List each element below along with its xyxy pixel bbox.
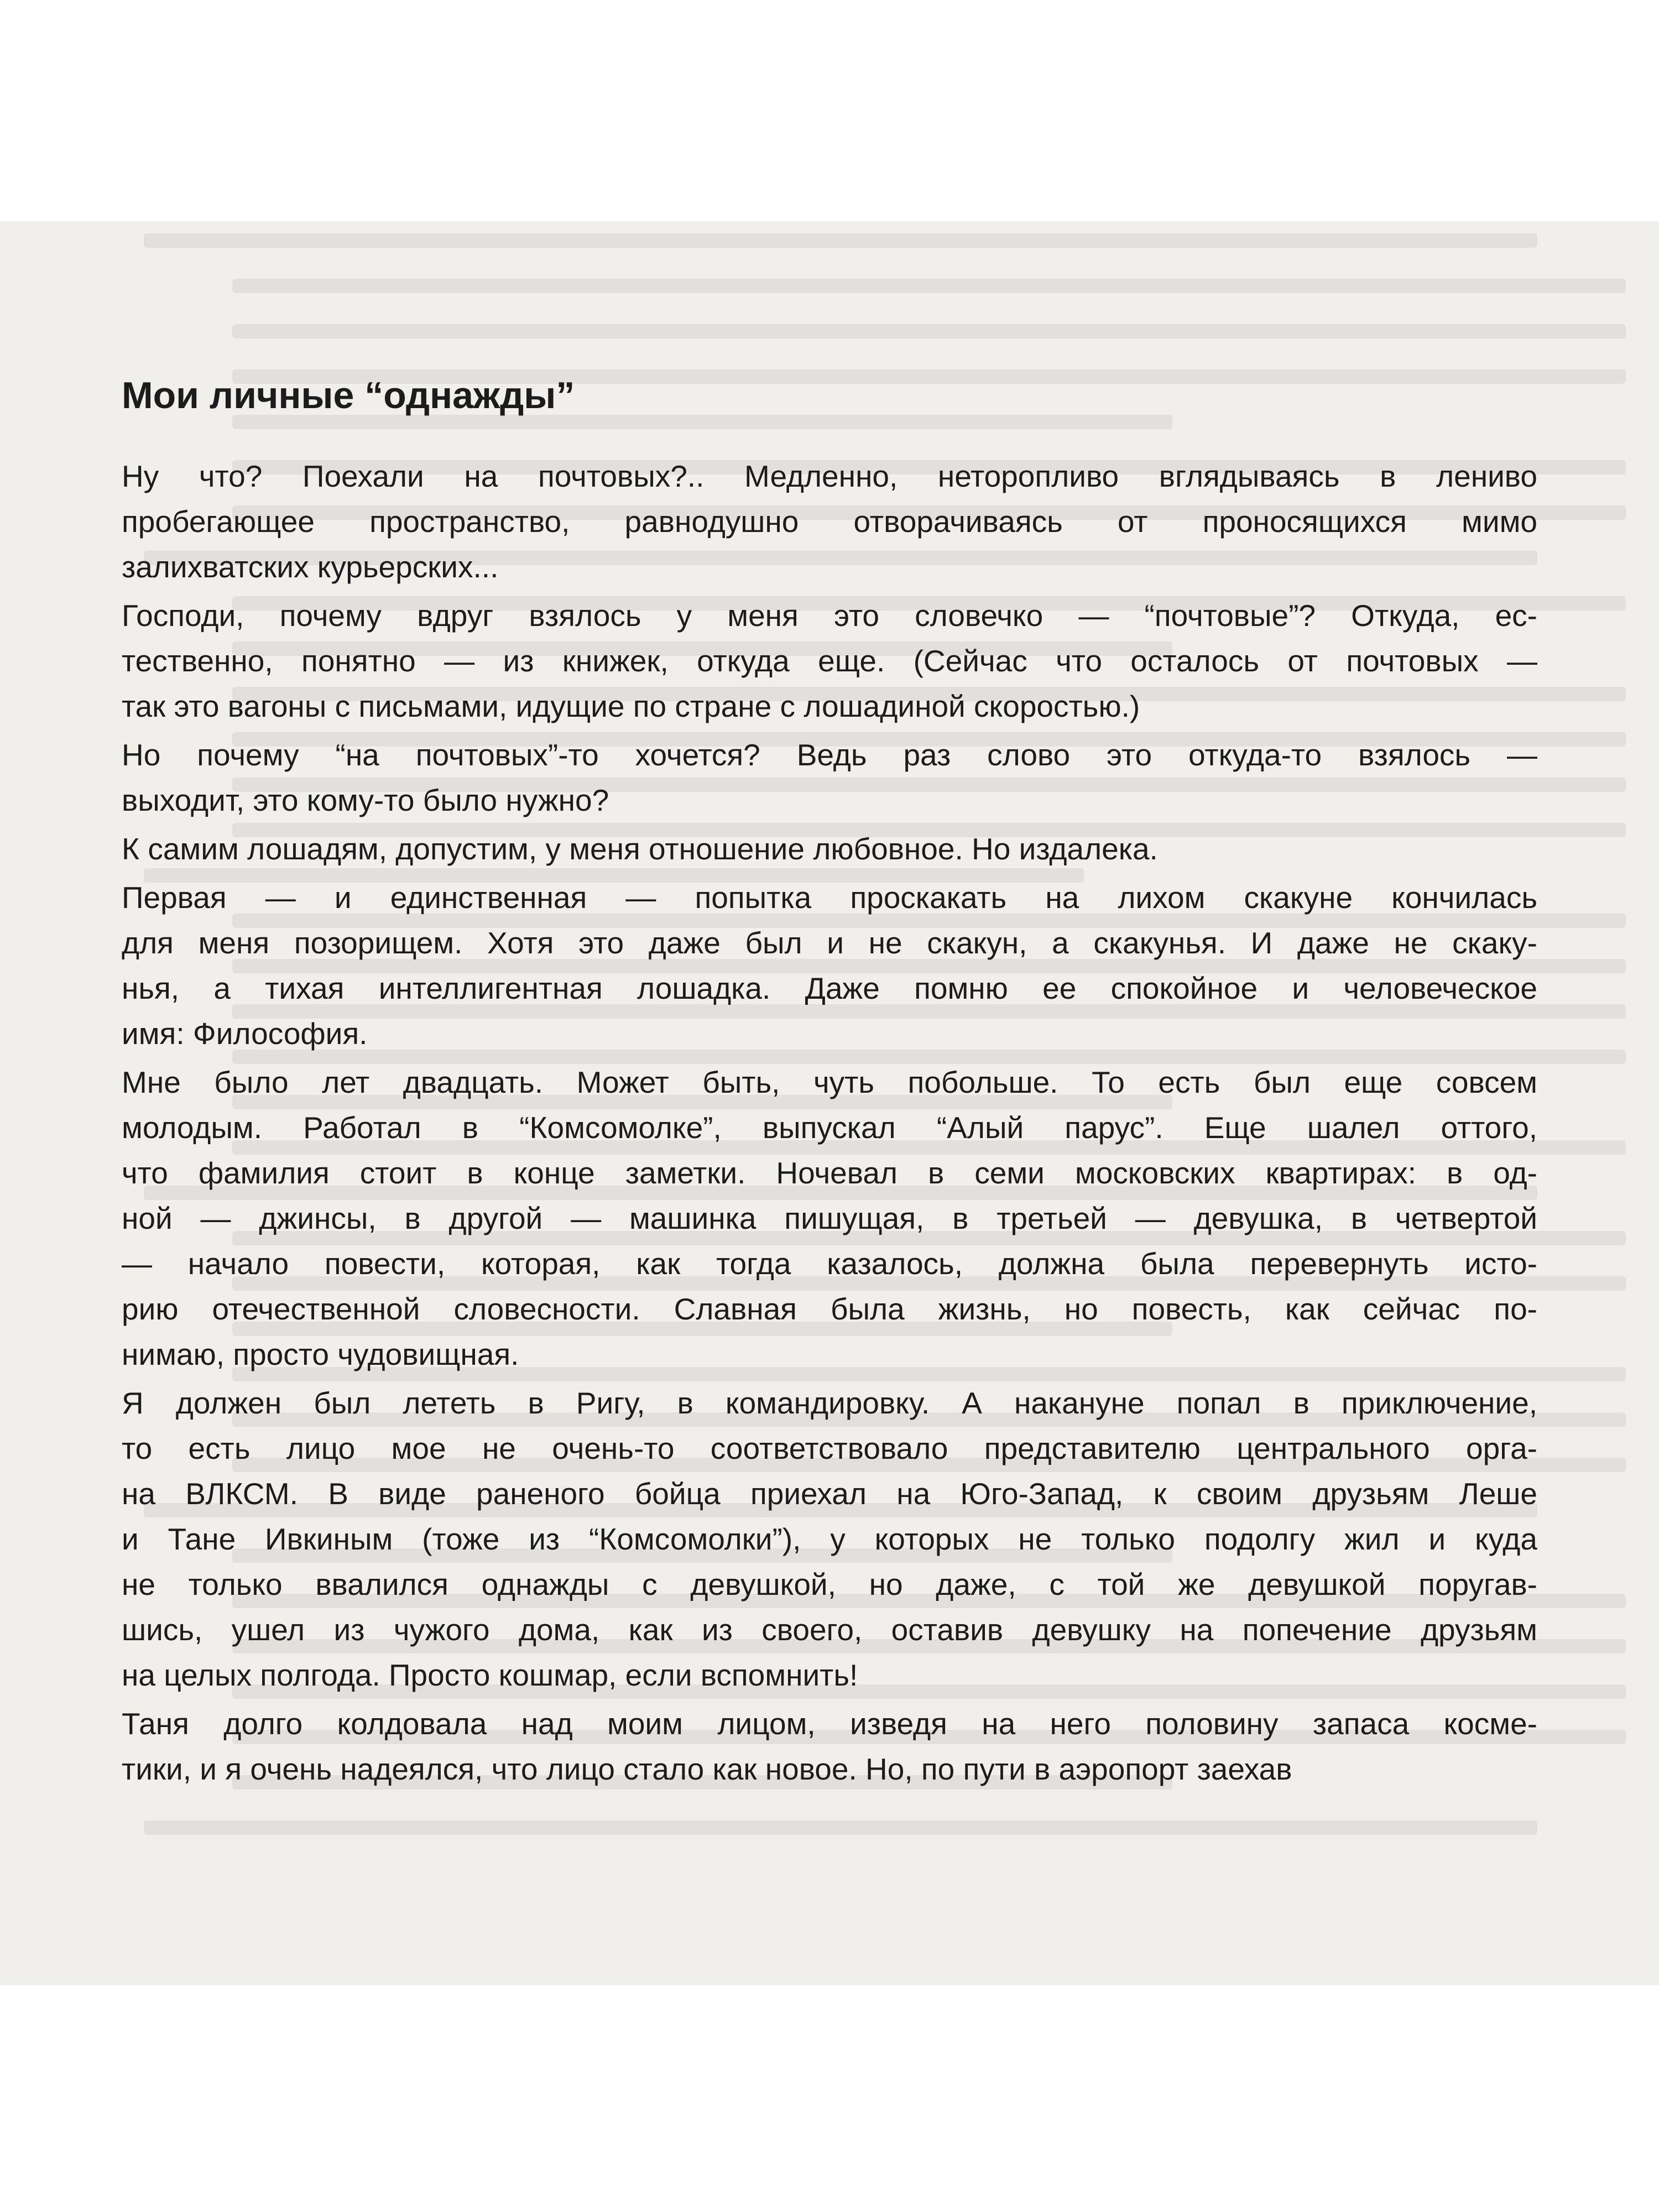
text-line: нья, а тихая интеллигентная лошадка. Даже помню ее спокойное и человеческое — [122, 971, 1537, 1005]
text-line: тественно, понятно — из книжек, откуда еще. (Сейчас что осталось от почтовых — — [122, 644, 1537, 678]
text-line: имя: Философия. — [122, 1016, 368, 1051]
bleed-through-line — [144, 233, 1537, 248]
text-line: ной — джинсы, в другой — машинка пишущая, в третьей — девушка, в четвертой — [122, 1201, 1537, 1235]
text-line: Первая — и единственная — попытка проскакать на лихом скакуне кончилась — [122, 880, 1537, 915]
text-line: Таня долго колдовала над моим лицом, изведя на него половину запаса косме- — [122, 1707, 1537, 1741]
text-line: для меня позорищем. Хотя это даже был и не скакун, а скакунья. И даже не скаку- — [122, 926, 1537, 960]
paragraph — [122, 826, 1537, 872]
text-line: нимаю, просто чудовищная. — [122, 1337, 519, 1371]
text-line: что фамилия стоит в конце заметки. Ночевал в семи московских квартирах: в од- — [122, 1156, 1537, 1190]
text-line: шись, ушел из чужого дома, как из своего, оставив девушку на попечение друзьям — [122, 1613, 1537, 1647]
text-line: Господи, почему вдруг взялось у меня это словечко — “почтовые”? Откуда, ес- — [122, 598, 1537, 633]
paragraph — [122, 453, 1537, 589]
text-line: Ну что? Поехали на почтовых?.. Медленно, неторопливо вглядываясь в лениво — [122, 459, 1537, 493]
paragraph — [122, 732, 1537, 823]
bleed-through-line — [144, 1820, 1537, 1835]
paragraph — [122, 1060, 1537, 1377]
paragraph — [122, 1380, 1537, 1698]
book-page — [0, 221, 1659, 1985]
text-line: и Тане Ивкиным (тоже из “Комсомолки”), у которых не только подолгу жил и куда — [122, 1522, 1537, 1556]
text-line: так это вагоны с письмами, идущие по стране с лошадиной скоростью.) — [122, 689, 1140, 723]
text-line: не только ввалился однажды с девушкой, но даже, с той же девушкой поругав- — [122, 1567, 1537, 1601]
text-line: залихватских курьерских... — [122, 550, 499, 584]
body-text — [122, 453, 1537, 1792]
paragraph — [122, 875, 1537, 1056]
text-line: Я должен был лететь в Ригу, в командировку. А накануне попал в приключение, — [122, 1386, 1537, 1420]
text-line: то есть лицо мое не очень-то соответствовало представителю центрального орга- — [122, 1431, 1537, 1465]
bleed-through-line — [232, 279, 1626, 293]
text-line: пробегающее пространство, равнодушно отворачиваясь от проносящихся мимо — [122, 504, 1537, 539]
text-line: молодым. Работал в “Комсомолке”, выпускал “Алый парус”. Еще шалел оттого, — [122, 1110, 1537, 1145]
text-line: К самим лошадям, допустим, у меня отношение любовное. Но издалека. — [122, 832, 1158, 866]
text-line: на целых полгода. Просто кошмар, если вспомнить! — [122, 1658, 858, 1692]
text-line: — начало повести, которая, как тогда казалось, должна была перевернуть исто- — [122, 1246, 1537, 1281]
text-line: выходит, это кому-то было нужно? — [122, 783, 609, 817]
text-line: Но почему “на почтовых”-то хочется? Ведь раз слово это откуда-то взялось — — [122, 738, 1537, 772]
bleed-through-line — [232, 324, 1626, 338]
text-line: рию отечественной словесности. Славная была жизнь, но повесть, как сейчас по- — [122, 1292, 1537, 1326]
paragraph — [122, 1701, 1537, 1792]
page-content — [122, 371, 1537, 1795]
text-line: Мне было лет двадцать. Может быть, чуть побольше. То есть был еще совсем — [122, 1065, 1537, 1099]
paragraph — [122, 593, 1537, 729]
text-line: тики, и я очень надеялся, что лицо стало как новое. Но, по пути в аэропорт заехав — [122, 1752, 1292, 1786]
text-line: на ВЛКСМ. В виде раненого бойца приехал на Юго-Запад, к своим друзьям Леше — [122, 1477, 1537, 1511]
chapter-heading: Мои личные “однажды” — [122, 374, 575, 416]
